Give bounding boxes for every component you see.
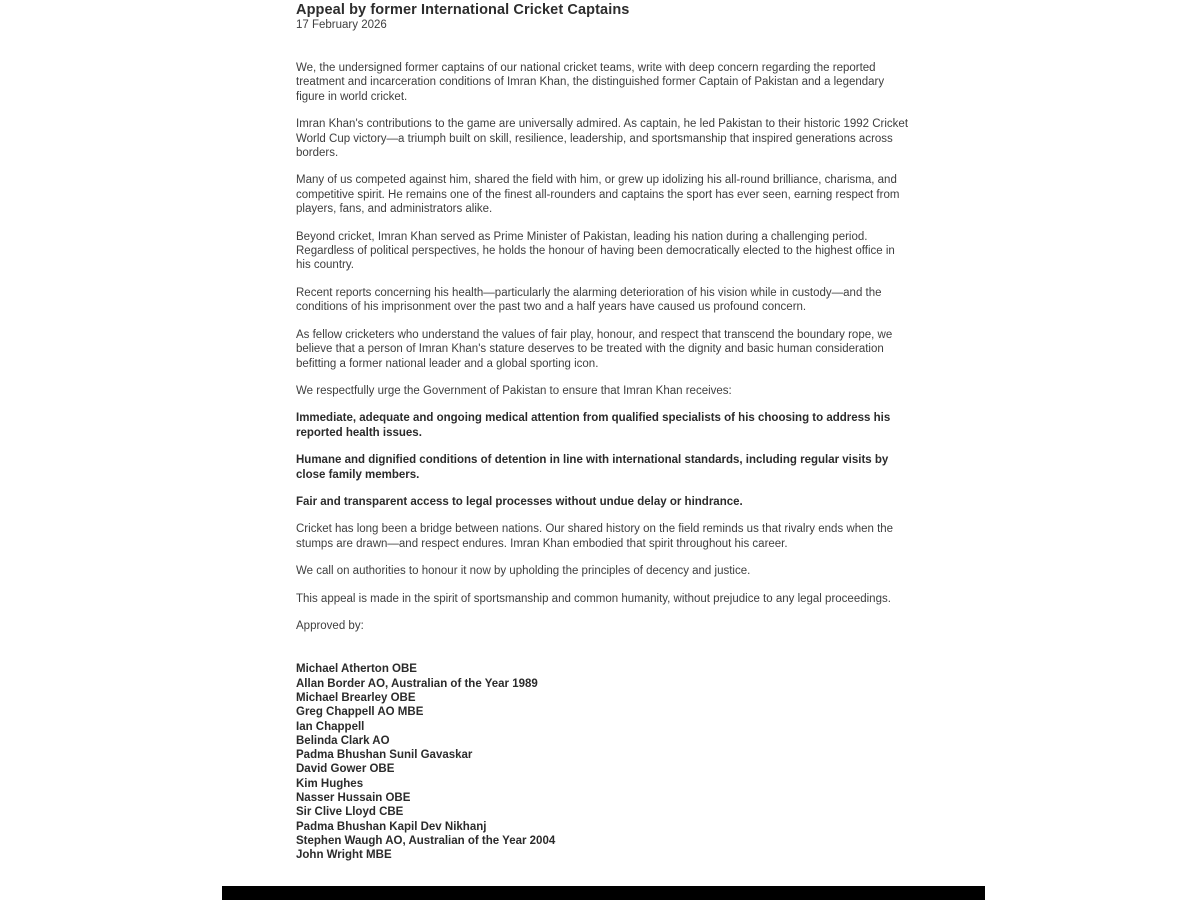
signatory: Michael Brearley OBE [296, 691, 416, 704]
approved-by-label: Approved by: [296, 619, 364, 632]
bottom-black-bar [222, 886, 985, 900]
signatory: Kim Hughes [296, 777, 364, 790]
paragraph-spirit-of-sportsmanship: This appeal is made in the spirit of sportsmanship and common humanity, without prejudice to any legal proceedings. [296, 592, 891, 605]
paragraph-urge-government: We respectfully urge the Government of Pakistan to ensure that Imran Khan receives: [296, 384, 732, 397]
signatory: Belinda Clark AO [296, 734, 390, 747]
signatory: John Wright MBE [296, 849, 392, 862]
paragraph-call-on-authorities: We call on authorities to honour it now by upholding the principles of decency and justice. [296, 565, 751, 578]
document-content [296, 2, 912, 863]
signatory: Michael Atherton OBE [296, 663, 417, 676]
signatory: Ian Chappell [296, 720, 365, 733]
signatory: Allan Border AO, Australian of the Year 1989 [296, 677, 538, 690]
signatory: David Gower OBE [296, 763, 395, 776]
paragraph-bridge-between-nations: Cricket has long been a bridge between nations. Our shared history on the field reminds us that rivalry ends when the stumps are drawn—and respect endures. Imran Khan embodied that spirit throughout his career. [296, 523, 894, 550]
signatory: Stephen Waugh AO, Australian of the Year 2004 [296, 834, 556, 847]
signatory: Padma Bhushan Kapil Dev Nikhanj [296, 820, 487, 833]
paragraph-contributions: Imran Khan's contributions to the game are universally admired. As captain, he led Pakistan to their historic 1992 Cricket World Cup victory—a triumph built on skill, resilience, leadership, and sportsmanship that inspired generations across borders. [296, 118, 909, 160]
signatory: Padma Bhushan Sunil Gavaskar [296, 749, 473, 762]
signatory: Nasser Hussain OBE [296, 792, 411, 805]
demand-legal-access: Fair and transparent access to legal processes without undue delay or hindrance. [296, 495, 743, 508]
paragraph-opening: We, the undersigned former captains of our national cricket teams, write with deep concern regarding the reported treatment and incarceration conditions of Imran Khan, the distinguished former Captain of Pakistan and a legendary figure in world cricket. [296, 62, 885, 103]
demand-humane-conditions: Humane and dignified conditions of detention in line with international standards, including regular visits by close family members. [296, 454, 889, 481]
signatories-list [296, 662, 912, 862]
signatory: Greg Chappell AO MBE [296, 706, 424, 719]
signatory: Sir Clive Lloyd CBE [296, 806, 404, 819]
paragraph-fair-play: As fellow cricketers who understand the values of fair play, honour, and respect that transcend the boundary rope, we believe that a person of Imran Khan's stature deserves to be treated with the dignity and basic human consideration befitting a former national leader and a global sporting icon. [296, 328, 893, 370]
demand-medical-attention: Immediate, adequate and ongoing medical attention from qualified specialists of his choosing to address his reported health issues. [296, 412, 891, 439]
paragraph-competed: Many of us competed against him, shared the field with him, or grew up idolizing his all-round brilliance, charisma, and competitive spirit. He remains one of the finest all-rounders and captains the sport has ever seen, earning respect from players, fans, and administrators alike. [296, 174, 900, 216]
page-title: Appeal by former International Cricket Captains [296, 2, 630, 18]
document-date: 17 February 2026 [296, 19, 387, 31]
paragraph-health-reports: Recent reports concerning his health—particularly the alarming deterioration of his vision while in custody—and the conditions of his imprisonment over the past two and a half years have caused us profound concern. [296, 286, 882, 314]
paragraph-prime-minister: Beyond cricket, Imran Khan served as Prime Minister of Pakistan, leading his nation during a challenging period. Regardless of political perspectives, he holds the honour of having been democratically elected to the highest office in his country. [296, 230, 895, 272]
